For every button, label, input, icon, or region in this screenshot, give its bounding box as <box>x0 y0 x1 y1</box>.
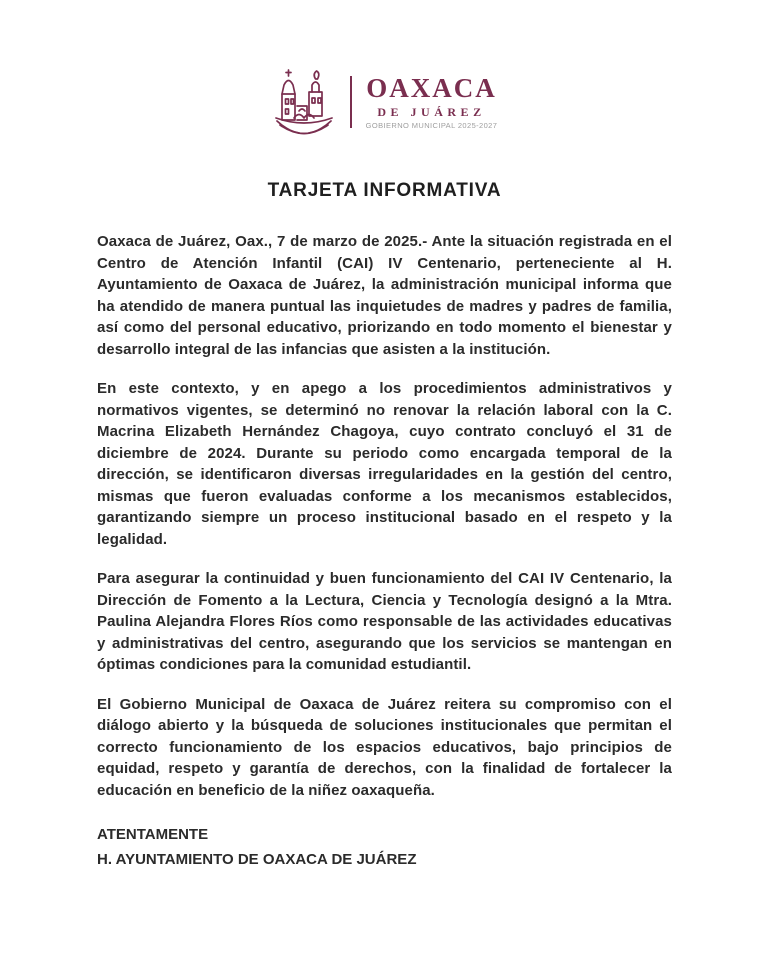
closing-salutation: ATENTAMENTE <box>97 826 209 843</box>
paragraph-1: Oaxaca de Juárez, Oax., 7 de marzo de 2025.- Ante la situación registrada en el Centro de Atención Infantil (CAI) IV Centenario, perteneciente al H. Ayuntamiento de Oaxaca de Juárez, la administración municipal informa que ha atendido de manera puntual las inquietudes de madres y padres de familia, así como del personal educativo, priorizando en todo momento el bienestar y desarrollo integral de las infancias que asisten a la institución. <box>97 233 672 358</box>
logo-divider <box>350 76 352 128</box>
page-title: TARJETA INFORMATIVA <box>267 180 502 201</box>
oaxaca-emblem-icon <box>272 62 336 142</box>
paragraph-3: Para asegurar la continuidad y buen funcionamiento del CAI IV Centenario, la Dirección de Fomento a la Lectura, Ciencia y Tecnología designó a la Mtra. Paulina Alejandra Flores Ríos como responsable de las actividades educativas y administrativas del centro, asegurando que los servicios se mantengan en óptimas condiciones para la comunidad estudiantil. <box>97 570 672 673</box>
closing-signature: H. AYUNTAMIENTO DE OAXACA DE JUÁREZ <box>97 851 417 868</box>
paragraph-4: El Gobierno Municipal de Oaxaca de Juárez reitera su compromiso con el diálogo abierto y la búsqueda de soluciones institucionales que permitan el correcto funcionamiento de los espacios educativos, bajo principios de equidad, respeto y garantía de derechos, con la finalidad de fortalecer la educación en beneficio de la niñez oaxaqueña. <box>97 695 672 799</box>
logo-wordmark: OAXACA <box>366 72 497 103</box>
logo-tagline: GOBIERNO MUNICIPAL 2025-2027 <box>365 120 498 130</box>
document-body <box>97 231 672 801</box>
logo-subtitle: DE JUÁREZ <box>377 104 486 119</box>
paragraph-2: En este contexto, y en apego a los procedimientos administrativos y normativos vigentes, se determinó no renovar la relación laboral con la C. Macrina Elizabeth Hernández Chagoya, cuyo contrato concluyó el 31 de diciembre de 2024. Durante su periodo como encargada temporal de la dirección, se identificaron diversas irregularidades en la gestión del centro, mismas que fueron evaluadas conforme a los mecanismos establecidos, garantizando siempre un proceso institucional basado en el respeto y la legalidad. <box>97 380 672 548</box>
municipal-logo <box>97 60 672 144</box>
signature-block <box>97 822 672 872</box>
logo-text <box>365 72 498 130</box>
